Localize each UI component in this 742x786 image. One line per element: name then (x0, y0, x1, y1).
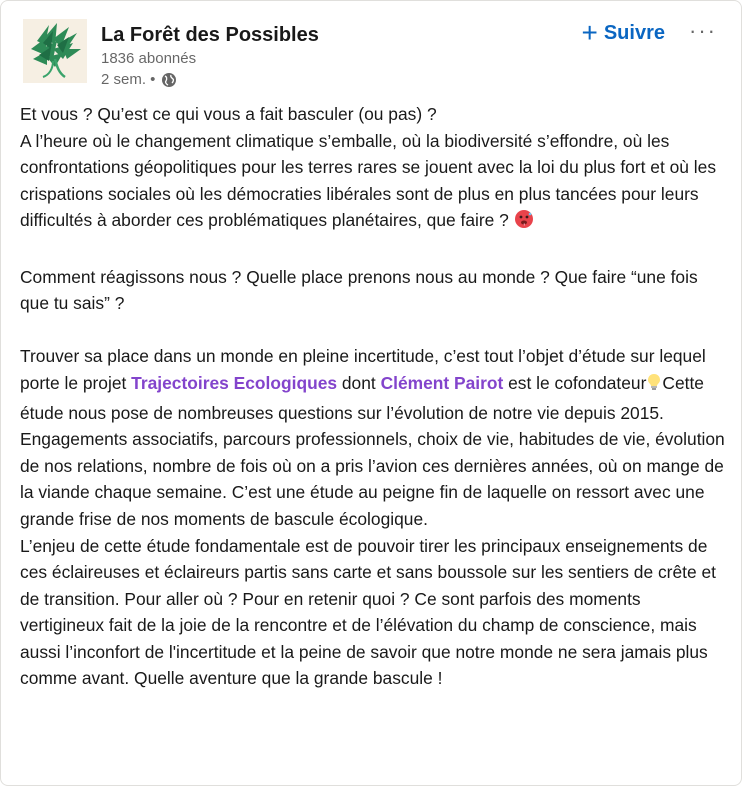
post-line-question: Et vous ? Qu’est ce qui vous a fait basculer (ou pas) ? (20, 104, 437, 124)
more-options-button[interactable]: ··· (689, 18, 717, 43)
spacer (20, 317, 727, 344)
page-avatar[interactable] (23, 19, 87, 83)
post-text-1: A l’heure où le changement climatique s’emballe, où la biodiversité s’effondre, où les confrontations géopolitiques pour les terres rares se jouent avec la loi du plus fort et où les crispations sociales où les démocraties libérales sont de plus en plus tancées pour leurs difficultés à aborder ces problématiques planétaires, que faire ? (20, 130, 717, 231)
spacer (20, 237, 727, 264)
post-paragraph-3 (20, 343, 727, 532)
follow-button[interactable] (581, 19, 665, 47)
hot-face-emoji-icon (514, 209, 534, 237)
post-time: 2 sem. • (101, 71, 156, 88)
globe-icon (161, 72, 177, 88)
post-header (23, 19, 723, 91)
post-time-row (101, 69, 319, 91)
lightbulb-emoji-icon (646, 372, 662, 400)
post-text-3d: Cette étude nous pose de nombreuses questions sur l’évolution de notre vie depuis 2015. Engagements associatifs, parcours professionnels, choix de vie, habitudes de vie, évolution de nos relations, nombre de fois où on a pris l’avion ces dernières années, où on mange de la viande chaque semaine. C’est une étude au peigne fin de laquelle on ressort avec une grande frise de nos moments de bascule écologique. (20, 372, 725, 529)
followers-count: 1836 abonnés (101, 50, 197, 67)
author-meta (101, 21, 319, 91)
post-paragraph-1 (20, 101, 727, 237)
plus-icon: + (581, 17, 598, 48)
post-text-3a: Trouver sa place dans un monde en pleine incertitude, c’est tout l’objet d’étude sur lequel porte le projet (20, 346, 706, 393)
tree-logo-icon (23, 19, 87, 83)
mention-trajectoires-ecologiques[interactable]: Trajectoires Ecologiques (131, 372, 338, 393)
post-paragraph-4: L’enjeu de cette étude fondamentale est de pouvoir tirer les principaux enseignements de ces éclaireuses et éclaireurs partis sans carte et sans boussole sur les sentiers de crête et de transition. Pour aller où ? Pour en retenir quoi ? Ce sont parfois des moments vertigineux fait de la joie de la rencontre et de l’élévation du champ de conscience, mais aussi l’inconfort de l'incertitude et la peine de savoir que notre monde ne sera jamais plus comme avant. Quelle aventure que la grande bascule ! (20, 535, 716, 689)
page-name[interactable]: La Forêt des Possibles (101, 24, 319, 46)
post-text-3c: est le cofondateur (503, 372, 647, 393)
post-text-3b: dont (337, 372, 381, 393)
post-paragraph-2: Comment réagissons nous ? Quelle place prenons nous au monde ? Que faire “une fois que tu sais” ? (20, 266, 698, 314)
follow-label: Suivre (603, 21, 665, 44)
post-body (20, 101, 727, 692)
mention-clement-pairot[interactable]: Clément Pairot (380, 372, 504, 393)
